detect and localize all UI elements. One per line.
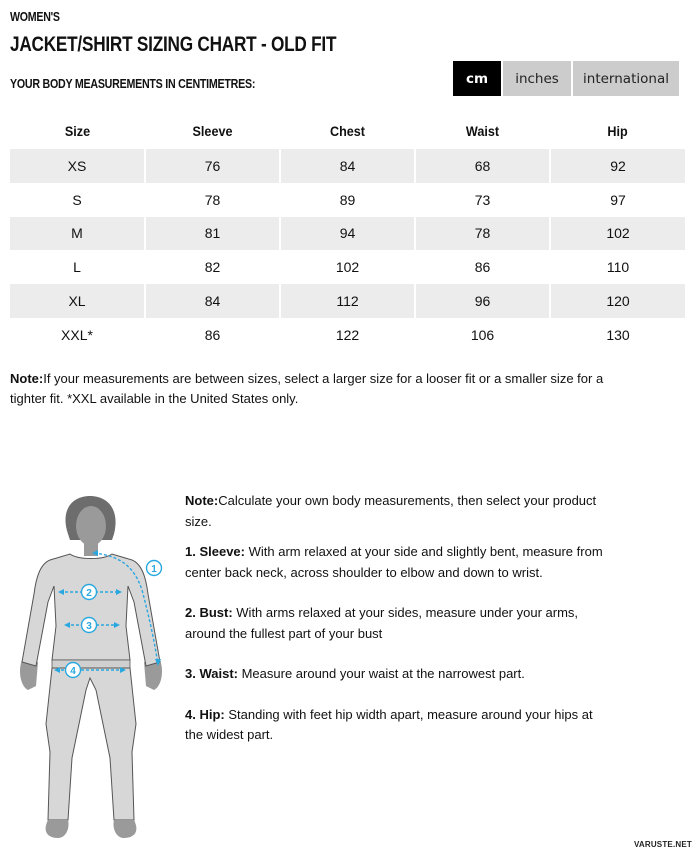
instruction-hip xyxy=(185,705,605,746)
step-text: Standing with feet hip width apart, measure around your hips at the widest part. xyxy=(185,706,593,742)
tab-cm[interactable]: cm xyxy=(453,61,501,96)
sizing-note xyxy=(10,369,610,409)
note-label: Note: xyxy=(10,371,44,386)
cell-size: XXL* xyxy=(61,326,93,343)
cell-sleeve: 81 xyxy=(145,217,280,251)
cell-chest: 89 xyxy=(280,183,415,217)
table-row xyxy=(10,250,685,284)
step-text: Measure around your waist at the narrowest part. xyxy=(237,666,525,681)
page-title: JACKET/SHIRT SIZING CHART - OLD FIT xyxy=(10,33,337,56)
cell-waist: 68 xyxy=(415,149,550,183)
intro-text: Calculate your own body measurements, then select your product size. xyxy=(185,493,597,529)
marker-label-4: 4 xyxy=(70,666,76,677)
cell-waist: 78 xyxy=(415,217,550,251)
site-watermark: VARUSTE.NET xyxy=(633,840,692,849)
cell-waist: 73 xyxy=(415,183,550,217)
cell-hip: 120 xyxy=(550,284,685,318)
instructions-intro xyxy=(185,491,605,532)
measurement-instructions xyxy=(185,491,605,756)
cell-chest: 84 xyxy=(280,149,415,183)
units-heading: YOUR BODY MEASUREMENTS IN CENTIMETRES: xyxy=(10,76,256,91)
table-header-row xyxy=(10,112,685,149)
cell-hip: 102 xyxy=(550,217,685,251)
column-header-hip: Hip xyxy=(607,122,628,139)
woman-silhouette-icon xyxy=(10,490,180,840)
cell-hip: 92 xyxy=(550,149,685,183)
cell-chest: 112 xyxy=(280,284,415,318)
column-header-waist: Waist xyxy=(465,122,500,139)
tab-inches[interactable]: inches xyxy=(503,61,571,96)
tab-international[interactable]: international xyxy=(573,61,679,96)
step-label: 3. Waist: xyxy=(185,666,238,681)
cell-size: L xyxy=(73,259,81,276)
table-row xyxy=(10,183,685,217)
cell-size: S xyxy=(72,191,82,208)
instruction-sleeve xyxy=(185,542,605,583)
cell-hip: 110 xyxy=(550,250,685,284)
cell-sleeve: 76 xyxy=(145,149,280,183)
cell-size: M xyxy=(10,217,145,251)
intro-label: Note: xyxy=(185,493,219,508)
step-text: With arm relaxed at your side and slightly bent, measure from center back neck, across shoulder to elbow and down to wrist. xyxy=(185,544,603,580)
column-header-chest: Chest xyxy=(329,122,366,139)
table-row xyxy=(10,318,685,352)
category-label: WOMEN'S xyxy=(10,10,60,24)
table-row xyxy=(10,149,685,183)
step-text: With arms relaxed at your sides, measure under your arms, around the fullest part of your bust xyxy=(185,605,579,641)
cell-size: XS xyxy=(10,149,145,183)
size-table xyxy=(10,112,685,352)
cell-sleeve: 84 xyxy=(145,284,280,318)
unit-tabs xyxy=(453,61,679,96)
cell-size: XL xyxy=(10,284,145,318)
cell-chest: 122 xyxy=(280,318,415,352)
marker-label-3: 3 xyxy=(86,621,92,632)
instruction-bust xyxy=(185,603,605,644)
cell-waist: 86 xyxy=(415,250,550,284)
step-label: 2. Bust: xyxy=(185,605,233,620)
cell-hip: 97 xyxy=(550,183,685,217)
body-measurement-figure xyxy=(10,490,180,840)
marker-label-1: 1 xyxy=(151,564,157,575)
cell-waist: 96 xyxy=(415,284,550,318)
step-label: 4. Hip: xyxy=(185,706,225,722)
cell-hip: 130 xyxy=(550,318,685,352)
table-row xyxy=(10,284,685,318)
column-header-size: Size xyxy=(64,122,91,139)
marker-label-2: 2 xyxy=(86,588,92,599)
table-row xyxy=(10,217,685,251)
cell-sleeve: 86 xyxy=(145,318,280,352)
cell-sleeve: 82 xyxy=(145,250,280,284)
column-header-sleeve: Sleeve xyxy=(192,122,233,139)
cell-chest: 94 xyxy=(280,217,415,251)
cell-chest: 102 xyxy=(280,250,415,284)
cell-sleeve: 78 xyxy=(145,183,280,217)
instruction-waist xyxy=(185,664,605,685)
step-label: 1. Sleeve: xyxy=(185,544,245,559)
cell-waist: 106 xyxy=(415,318,550,352)
note-text: If your measurements are between sizes, select a larger size for a looser fit or a smaller size for a tighter fit. *XXL available in the United States only. xyxy=(10,371,604,406)
